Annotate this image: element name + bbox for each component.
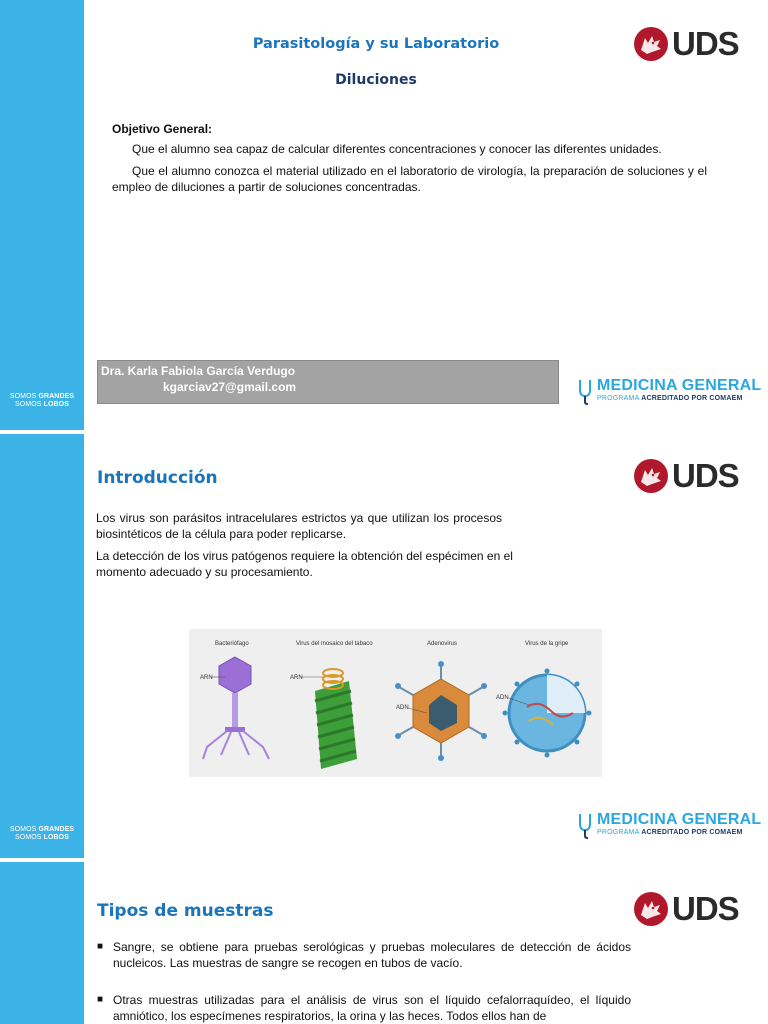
medgen-subtitle: PROGRAMA ACREDITADO POR COMAEM xyxy=(597,395,743,402)
topic-title: Diluciones xyxy=(335,72,417,88)
slide-objetivos xyxy=(0,0,768,430)
course-title: Parasitología y su Laboratorio xyxy=(252,36,500,52)
slide-heading: Tipos de muestras xyxy=(97,901,274,921)
sidebar xyxy=(0,0,84,430)
uds-wordmark: UDS xyxy=(672,890,739,927)
author-email: kgarciav27@gmail.com xyxy=(163,380,297,394)
bullet-icon: ■ xyxy=(97,994,104,1005)
bullet-icon: ■ xyxy=(97,941,104,952)
label-arn-1: ARN xyxy=(200,675,213,681)
virus-figure xyxy=(189,629,602,777)
slide-introduccion xyxy=(0,434,768,858)
objective-paragraph-1: Que el alumno sea capaz de calcular diferentes concentraciones y conocer las diferentes unidades. xyxy=(132,142,662,156)
bullet-sangre: ■ Sangre, se obtiene para pruebas serológicas y pruebas moleculares de detección de ácidos nucleicos. Las muestras de sangre se recogen en tubos de vacío. xyxy=(97,940,631,970)
virus-illustration xyxy=(189,629,602,777)
slogan: SOMOS GRANDES SOMOS LOBOS xyxy=(9,826,75,841)
label-adn-2: ADN xyxy=(496,695,509,701)
bacteriophage-icon xyxy=(203,657,269,759)
stethoscope-icon xyxy=(577,812,593,840)
adenovirus-icon xyxy=(395,661,487,761)
uds-wordmark: UDS xyxy=(672,25,739,62)
author-name: Dra. Karla Fabiola García Verdugo xyxy=(101,364,296,378)
medgen-subtitle: PROGRAMA ACREDITADO POR COMAEM xyxy=(597,829,743,836)
intro-paragraph-1: Los virus son parásitos intracelulares estrictos ya que utilizan los procesos biosintéticos de la célula para poder replicarse. xyxy=(96,511,502,541)
uds-wordmark: UDS xyxy=(672,457,739,494)
objective-heading: Objetivo General: xyxy=(112,122,213,136)
label-adenovirus: Adenovirus xyxy=(427,641,458,647)
medicina-general-logo xyxy=(577,378,761,406)
sidebar xyxy=(0,434,84,858)
bullet-otras-muestras: ■ Otras muestras utilizadas para el análisis de virus son el líquido cefalorraquídeo, el líquido amniótico, los especímenes respiratorios, la orina y las heces. Todos ellos han de xyxy=(97,993,631,1023)
medgen-title: MEDICINA GENERAL xyxy=(597,377,762,394)
slide-heading: Introducción xyxy=(97,468,218,488)
slogan: SOMOS GRANDES SOMOS LOBOS xyxy=(9,393,75,408)
uds-logo xyxy=(634,892,739,926)
label-mosaico: Virus del mosaico del tabaco xyxy=(296,641,373,647)
medicina-general-logo xyxy=(577,812,761,840)
wolf-icon xyxy=(634,459,668,493)
slide-tipos-muestras xyxy=(0,862,768,1024)
label-arn-2: ARN xyxy=(290,675,303,681)
wolf-icon xyxy=(634,27,668,61)
uds-logo xyxy=(634,27,739,61)
stethoscope-icon xyxy=(577,378,593,406)
medgen-title: MEDICINA GENERAL xyxy=(597,811,762,828)
intro-paragraph-2: La detección de los virus patógenos requiere la obtención del espécimen en el momento adecuado y su procesamiento. xyxy=(96,549,513,579)
uds-logo xyxy=(634,459,739,493)
tobacco-mosaic-icon xyxy=(301,669,357,769)
label-bacteriofago: Bacteriófago xyxy=(215,641,249,647)
objective-paragraph-2: Que el alumno conozca el material utilizado en el laboratorio de virología, la preparación de soluciones y el empleo de diluciones a partir de soluciones concentradas. xyxy=(112,164,707,194)
label-gripe: Virus de la gripe xyxy=(525,641,569,647)
sidebar xyxy=(0,862,84,1024)
author-box xyxy=(97,360,559,404)
wolf-icon xyxy=(634,892,668,926)
influenza-virus-icon xyxy=(503,669,592,758)
label-adn-1: ADN xyxy=(396,705,409,711)
